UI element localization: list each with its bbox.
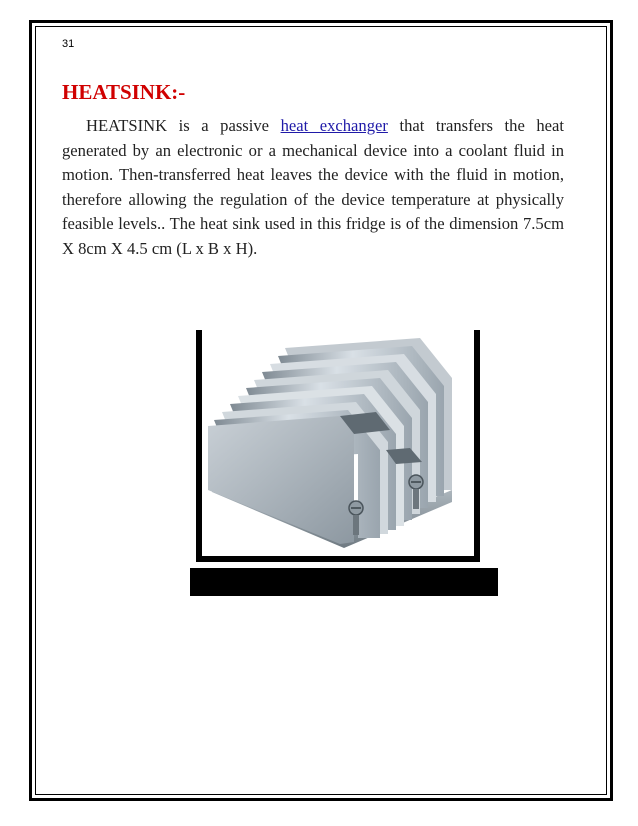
heat-exchanger-link[interactable]: heat exchanger (280, 116, 388, 135)
heatsink-fins (208, 338, 452, 544)
body-paragraph (62, 114, 564, 261)
heatsink-image (190, 330, 498, 596)
frame-right-post (474, 330, 480, 562)
heatsink-figure (190, 330, 498, 596)
frame-left-post (196, 330, 202, 562)
page-number: 31 (62, 38, 75, 50)
frame-bottom-rail (196, 556, 480, 562)
paragraph-text-3: .. The heat sink used in this fridge is of the dimension 7.5cm X 8cm X 4.5 cm (L x B x H). (62, 214, 564, 258)
paragraph-text-2: that transfers the heat generated by an electronic or a mechanical device into a coolant fluid in motion. Then-transferred heat leaves the device with the fluid in motion, therefore allowing the regulation of the device temperature at physically feasible levels (62, 116, 564, 233)
paragraph-text-1: HEATSINK is a passive (86, 116, 281, 135)
section-heading: HEATSINK:- (62, 80, 186, 104)
frame-base-block (190, 568, 498, 596)
